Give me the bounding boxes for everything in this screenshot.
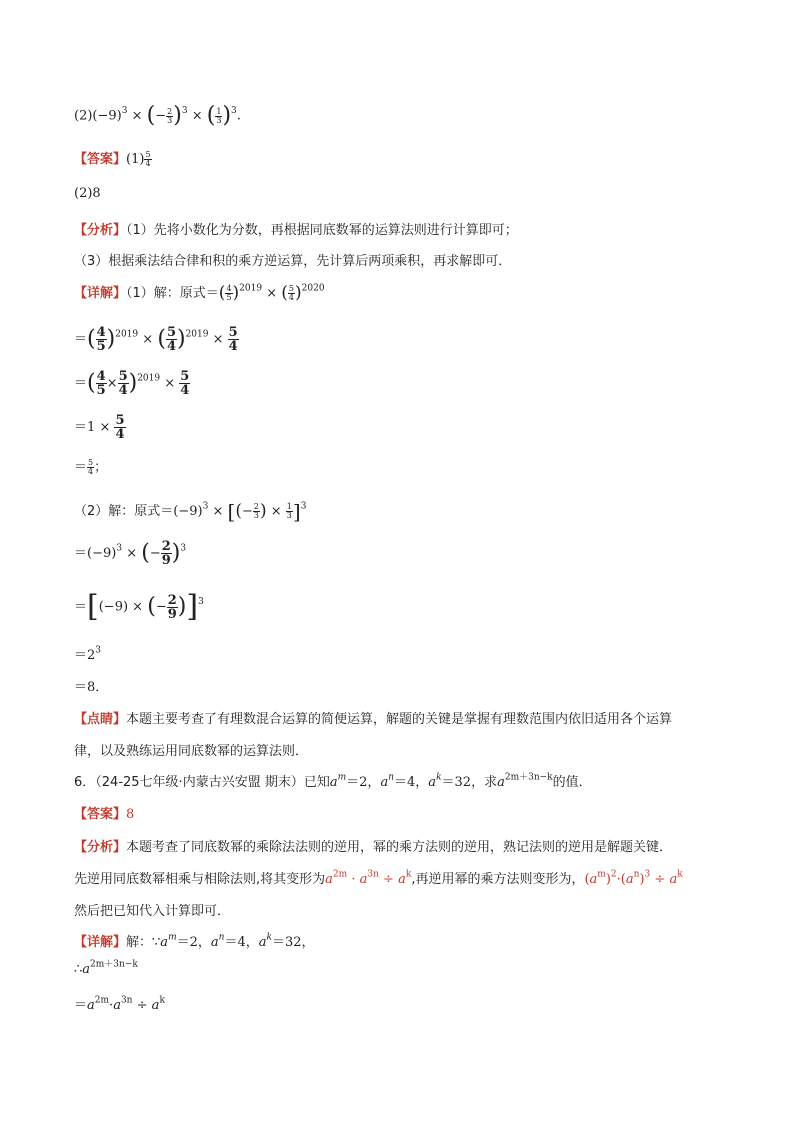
- detail-1-result: ＝ $\frac{5}{4}$ ；: [74, 458, 108, 476]
- detail-1-step-3: ＝1 × $\frac{5}{4}$: [74, 413, 125, 442]
- fraction: $\frac{5}{4}$: [228, 325, 238, 354]
- analysis-line-1: 【分析】（1）先将小数化为分数，再根据同底数幂的运算法则进行计算即可；: [74, 223, 518, 238]
- fraction: $\frac{5}{4}$: [145, 150, 151, 168]
- analysis-6-line-2: 先逆用同底数幂相乘与相除法则,将其变形为$a^{2m} \cdot a^{3n} \div a^k$,再逆用幂的乘方法则变形为，$(a^m)^2\cdot(a^n)^3 \div a^k$: [74, 869, 683, 887]
- fraction: $\frac{5}{4}$: [180, 369, 190, 398]
- answer-part-2: (2)8: [74, 186, 101, 201]
- fraction: $\frac{5}{4}$: [288, 284, 294, 302]
- question-6: 6．（24-25七年级·内蒙古兴安盟 期末）已知$a^m=2$，$a^n=4$，$a^k=32$，求$a^{2m+3n-k}$的值．: [74, 772, 592, 790]
- analysis-6-line-3: 然后把已知代入计算即可．: [74, 904, 231, 919]
- fraction: $\frac{4}{5}$: [226, 284, 232, 302]
- fraction: $\frac{1}{3}$: [216, 106, 222, 125]
- fraction: $\frac{2}{3}$: [253, 502, 259, 520]
- detail-6-intro: 【详解】解：$\because a^m=2$，$a^n=4$，$a^k=32$，: [74, 932, 315, 950]
- comment-line-2: 律，以及熟练运用同底数幂的运算法则．: [74, 744, 309, 759]
- fraction: $\frac{5}{4}$: [118, 369, 128, 398]
- fraction: $\frac{5}{4}$: [88, 458, 94, 476]
- question-5-part-2: $(2)(-9)^3$ × (− $\frac{2}{3}$ )$^3$ × ( $\frac{1}{3}$ )$^3$.: [74, 103, 241, 128]
- detail-6-line-3: $=a^{2m}\cdot a^{3n} \div a^k$: [74, 995, 165, 1013]
- fraction: $\frac{2}{9}$: [161, 539, 171, 568]
- fraction: $\frac{2}{9}$: [167, 592, 177, 622]
- detail-2-step-3: $=2^3$: [74, 645, 102, 663]
- fraction: $\frac{4}{5}$: [96, 369, 106, 398]
- comment-line-1: 【点睛】本题主要考查了有理数混合运算的简便运算，解题的关键是掌握有理数范围内依旧适用各个运算: [74, 712, 673, 727]
- fraction: $\frac{5}{4}$: [115, 413, 125, 442]
- answer-6: 【答案】8: [74, 807, 135, 822]
- detail-2-intro: （2）解：原式$=(-9)^3$ × [(− $\frac{2}{3}$ ) × $\frac{1}{3}$ ]$^3$: [74, 499, 307, 524]
- detail-2-step-2: ＝[(−9) × (− $\frac{2}{9}$ )]$^3$: [74, 589, 204, 624]
- detail-1-intro: 【详解】（1）解：原式＝( $\frac{4}{5}$ )$^{2019}$ × ( $\frac{5}{4}$ )$^{2020}$: [74, 283, 325, 303]
- analysis-6-line-1: 【分析】本题考查了同底数幂的乘除法法则的逆用，幂的乘方法则的逆用，熟记法则的逆用是解题关键．: [74, 840, 673, 855]
- fraction: $\frac{5}{4}$: [166, 325, 176, 354]
- fraction: $\frac{4}{5}$: [96, 325, 106, 354]
- fraction: $\frac{1}{3}$: [286, 502, 292, 520]
- detail-1-step-2: ＝( $\frac{4}{5}$ × $\frac{5}{4}$ )$^{2019}$ × $\frac{5}{4}$: [74, 369, 190, 398]
- analysis-line-2: （3）根据乘法结合律和积的乘方逆运算，先计算后两项乘积，再求解即可．: [74, 254, 512, 269]
- detail-2-result: ＝8．: [74, 680, 109, 695]
- answer-part-1: 【答案】(1) $\frac{5}{4}$: [74, 150, 151, 168]
- detail-6-line-2: $\therefore a^{2m+3n-k}$: [74, 959, 138, 977]
- detail-1-step-1: ＝( $\frac{4}{5}$ )$^{2019}$ × ( $\frac{5}{4}$ )$^{2019}$ × $\frac{5}{4}$: [74, 325, 238, 354]
- fraction: $\frac{2}{3}$: [167, 106, 173, 125]
- detail-2-step-1: $=(-9)^3$ × (− $\frac{2}{9}$ )$^3$: [74, 539, 187, 568]
